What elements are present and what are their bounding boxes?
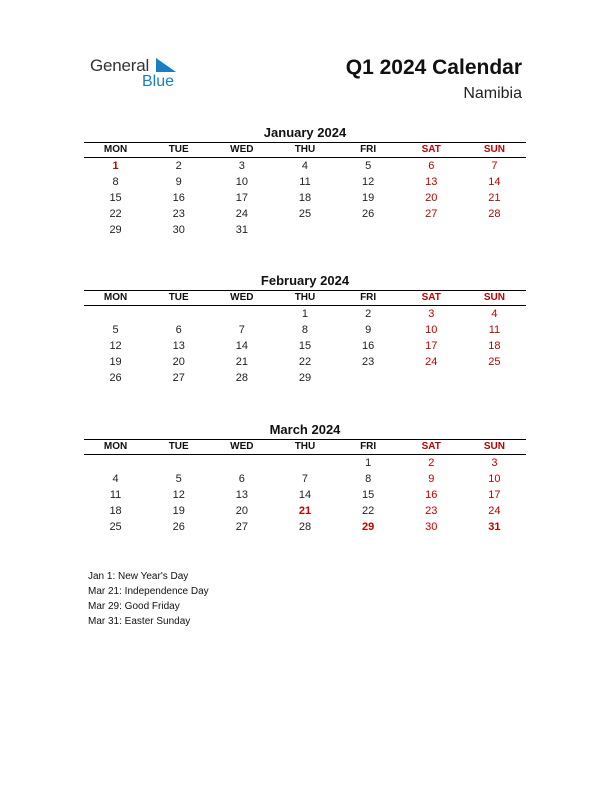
day-cell: 24 (235, 208, 248, 220)
weekday-header: FRI (337, 143, 400, 158)
week-row (84, 455, 526, 472)
day-cell: 7 (301, 473, 309, 485)
month-february (84, 272, 526, 386)
day-cell: 11 (299, 176, 311, 188)
day-cell: 10 (425, 324, 438, 336)
day-cell: 28 (298, 521, 312, 533)
month-january (84, 124, 526, 238)
month-march (84, 421, 526, 535)
week-row (84, 158, 526, 175)
day-cell: 6 (238, 473, 245, 485)
holiday-item: Jan 1: New Year's Day (88, 571, 189, 582)
day-cell: 3 (491, 457, 498, 469)
day-cell: 13 (172, 340, 185, 352)
day-cell: 21 (298, 505, 312, 517)
logo-word-general: General (90, 56, 150, 75)
empty-day-cell (273, 222, 336, 238)
day-cell: 24 (488, 505, 501, 517)
page-title: Q1 2024 Calendar (345, 56, 522, 79)
empty-day-cell (337, 222, 400, 238)
day-cell: 16 (362, 340, 375, 352)
day-cell: 13 (235, 489, 248, 501)
day-cell: 6 (428, 160, 435, 172)
day-cell: 4 (301, 160, 309, 172)
logo-flag-icon (156, 58, 176, 72)
day-cell: 30 (425, 521, 438, 533)
empty-day-cell (210, 455, 273, 472)
weekday-header: WED (210, 291, 273, 306)
weekday-header: THU (273, 440, 336, 455)
day-cell: 20 (172, 356, 185, 368)
week-row (84, 222, 526, 238)
day-cell: 25 (298, 208, 312, 220)
week-row (84, 487, 526, 503)
month-title: February 2024 (260, 273, 350, 288)
day-cell: 3 (238, 160, 245, 172)
month-grid (84, 439, 526, 535)
day-cell: 9 (175, 176, 182, 188)
day-cell: 17 (235, 192, 248, 204)
weekday-header: SUN (463, 440, 526, 455)
day-cell: 17 (488, 489, 501, 501)
day-cell: 23 (172, 208, 185, 220)
day-cell: 9 (428, 473, 435, 485)
day-cell: 28 (235, 372, 248, 384)
week-row (84, 471, 526, 487)
day-cell: 13 (425, 176, 438, 188)
week-row (84, 519, 526, 535)
empty-day-cell (400, 222, 463, 238)
empty-day-cell (210, 306, 273, 323)
day-cell: 18 (109, 505, 122, 517)
weekday-header: SAT (400, 291, 463, 306)
day-cell: 3 (428, 308, 435, 320)
week-row (84, 354, 526, 370)
day-cell: 2 (365, 308, 372, 320)
week-row (84, 338, 526, 354)
day-cell: 19 (109, 356, 122, 368)
holiday-item: Mar 29: Good Friday (88, 601, 180, 612)
day-cell: 31 (235, 224, 248, 236)
weekday-header: SAT (400, 440, 463, 455)
day-cell: 7 (491, 160, 498, 172)
day-cell: 11 (488, 324, 501, 336)
weekday-header: WED (210, 440, 273, 455)
day-cell: 8 (112, 176, 119, 188)
day-cell: 25 (488, 356, 501, 368)
day-cell: 16 (425, 489, 438, 501)
week-row (84, 322, 526, 338)
day-cell: 31 (488, 521, 501, 533)
day-cell: 27 (425, 208, 438, 220)
weekday-header: THU (273, 291, 336, 306)
day-cell: 10 (235, 176, 248, 188)
week-row (84, 306, 526, 323)
week-row (84, 206, 526, 222)
holiday-item: Mar 21: Independence Day (88, 586, 209, 597)
day-cell: 5 (365, 160, 372, 172)
day-cell: 21 (235, 356, 248, 368)
generalblue-logo (90, 56, 190, 96)
day-cell: 1 (112, 160, 119, 172)
weekday-header-row (84, 440, 526, 455)
weekday-header: SUN (463, 291, 526, 306)
day-cell: 9 (365, 324, 372, 336)
day-cell: 22 (362, 505, 375, 517)
weekday-header: MON (84, 143, 147, 158)
weekday-header: MON (84, 440, 147, 455)
day-cell: 26 (172, 521, 185, 533)
weekday-header: FRI (337, 291, 400, 306)
weekday-header: TUE (147, 440, 210, 455)
day-cell: 14 (488, 176, 501, 188)
empty-day-cell (147, 455, 210, 472)
weekday-header: TUE (147, 143, 210, 158)
day-cell: 18 (488, 340, 501, 352)
day-cell: 21 (488, 192, 501, 204)
month-grid (84, 142, 526, 238)
weekday-header: SUN (463, 143, 526, 158)
day-cell: 15 (109, 192, 122, 204)
day-cell: 17 (425, 340, 438, 352)
logo-word-blue: Blue (142, 73, 175, 90)
day-cell: 19 (172, 505, 185, 517)
day-cell: 8 (365, 473, 372, 485)
empty-day-cell (400, 370, 463, 386)
day-cell: 19 (362, 192, 375, 204)
day-cell: 20 (235, 505, 248, 517)
month-grid (84, 290, 526, 386)
week-row (84, 503, 526, 519)
day-cell: 29 (298, 372, 312, 384)
day-cell: 11 (109, 489, 122, 501)
day-cell: 1 (301, 308, 309, 320)
empty-day-cell (463, 370, 526, 386)
day-cell: 23 (425, 505, 438, 517)
day-cell: 4 (491, 308, 498, 320)
day-cell: 14 (298, 489, 312, 501)
day-cell: 8 (301, 324, 309, 336)
day-cell: 20 (425, 192, 438, 204)
empty-day-cell (147, 306, 210, 323)
day-cell: 23 (362, 356, 375, 368)
holiday-list (88, 569, 209, 629)
day-cell: 10 (488, 473, 501, 485)
day-cell: 14 (235, 340, 248, 352)
empty-day-cell (84, 455, 147, 472)
holiday-item: Mar 31: Easter Sunday (88, 616, 191, 627)
month-title: March 2024 (269, 422, 341, 437)
week-row (84, 174, 526, 190)
weekday-header: MON (84, 291, 147, 306)
day-cell: 15 (298, 340, 312, 352)
day-cell: 12 (172, 489, 185, 501)
empty-day-cell (463, 222, 526, 238)
day-cell: 7 (238, 324, 245, 336)
day-cell: 1 (365, 457, 372, 469)
week-row (84, 190, 526, 206)
day-cell: 27 (172, 372, 185, 384)
day-cell: 6 (175, 324, 182, 336)
weekday-header: WED (210, 143, 273, 158)
day-cell: 12 (109, 340, 122, 352)
country-name: Namibia (463, 85, 522, 102)
day-cell: 28 (488, 208, 501, 220)
empty-day-cell (84, 306, 147, 323)
weekday-header-row (84, 291, 526, 306)
weekday-header-row (84, 143, 526, 158)
day-cell: 22 (109, 208, 122, 220)
day-cell: 15 (362, 489, 375, 501)
day-cell: 29 (362, 521, 375, 533)
weekday-header: FRI (337, 440, 400, 455)
month-title: January 2024 (263, 125, 347, 140)
day-cell: 4 (112, 473, 119, 485)
weekday-header: THU (273, 143, 336, 158)
day-cell: 27 (235, 521, 248, 533)
day-cell: 12 (362, 176, 375, 188)
day-cell: 26 (109, 372, 122, 384)
empty-day-cell (273, 455, 336, 472)
weekday-header: TUE (147, 291, 210, 306)
day-cell: 30 (172, 224, 185, 236)
weekday-header: SAT (400, 143, 463, 158)
day-cell: 24 (425, 356, 438, 368)
day-cell: 26 (362, 208, 375, 220)
day-cell: 22 (298, 356, 312, 368)
empty-day-cell (337, 370, 400, 386)
week-row (84, 370, 526, 386)
day-cell: 5 (112, 324, 119, 336)
day-cell: 2 (428, 457, 435, 469)
day-cell: 5 (175, 473, 182, 485)
day-cell: 29 (109, 224, 122, 236)
day-cell: 18 (298, 192, 312, 204)
day-cell: 2 (175, 160, 182, 172)
day-cell: 16 (172, 192, 185, 204)
day-cell: 25 (109, 521, 122, 533)
